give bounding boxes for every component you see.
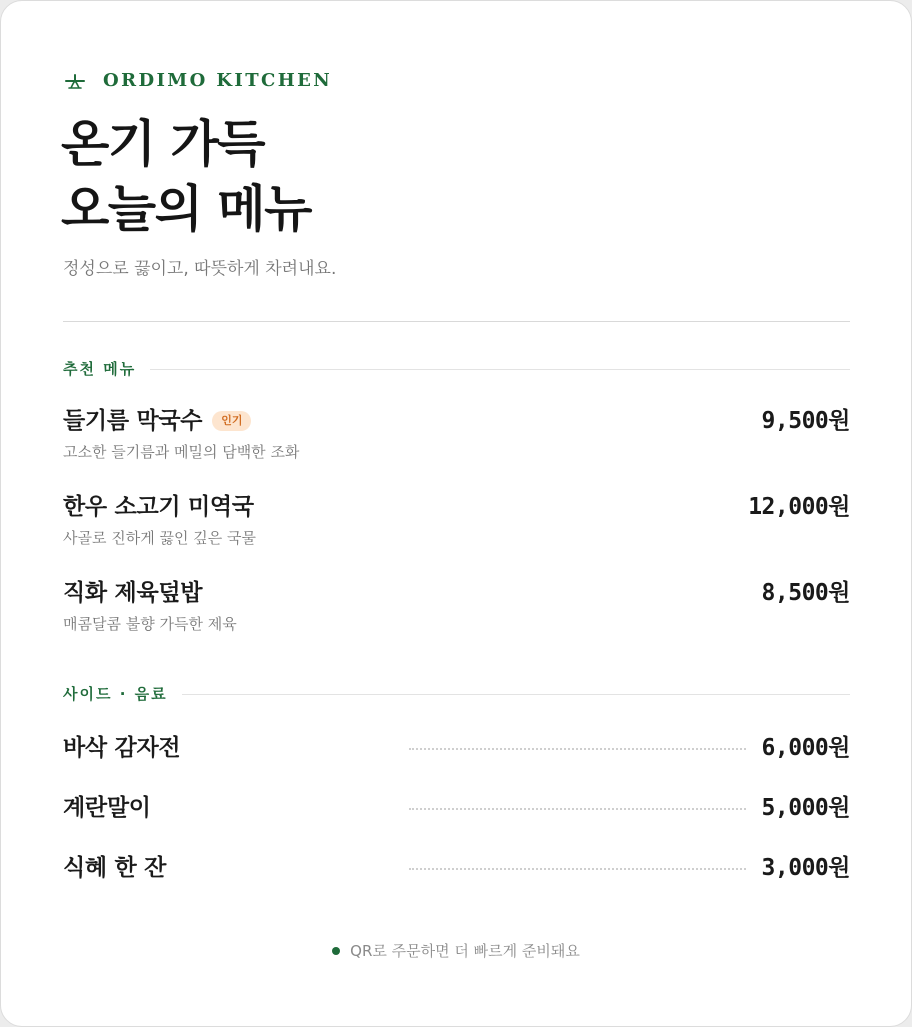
footer-note (1, 941, 911, 961)
menu-item-description: 고소한 들기름과 메밀의 담백한 조화 (63, 443, 300, 461)
menu-item-price: 12,000원 (748, 494, 850, 520)
popular-badge: 인기 (212, 411, 251, 431)
side-item-price: 5,000원 (761, 795, 850, 821)
brand (63, 69, 332, 93)
tagline: 정성으로 끓이고, 따뜻하게 차려내요. (63, 259, 337, 279)
menu-item-name: 한우 소고기 미역국 (63, 494, 254, 520)
menu-item-price: 9,500원 (761, 408, 850, 434)
page-title-line-2: 오늘의 메뉴 (61, 180, 311, 238)
menu-item-price: 8,500원 (761, 580, 850, 606)
menu-item-name: 직화 제육덮밥 (63, 580, 203, 606)
section-title-recommended: 추천 메뉴 (63, 360, 137, 378)
menu-item-info (63, 492, 256, 548)
footer-text: QR로 주문하면 더 빠르게 준비돼요 (350, 942, 580, 960)
dotted-leader (409, 748, 746, 750)
bowl-icon (63, 69, 87, 93)
side-item-name: 계란말이 (63, 795, 151, 821)
menu-item[interactable] (63, 492, 850, 548)
side-item-price: 6,000원 (761, 735, 850, 761)
brand-name: ORDIMO KITCHEN (103, 70, 333, 91)
menu-item-description: 사골로 진하게 끓인 깊은 국물 (63, 529, 256, 547)
menu-item-info (63, 578, 237, 634)
dotted-leader (409, 808, 746, 810)
menu-item[interactable] (63, 406, 850, 462)
side-item[interactable] (63, 733, 850, 763)
side-item-name: 바삭 감자전 (63, 735, 181, 761)
page-title-line-1: 온기 가득 (61, 115, 265, 173)
side-item[interactable] (63, 793, 850, 823)
menu-item-info (63, 406, 299, 462)
header-divider (63, 321, 850, 322)
side-item-price: 3,000원 (761, 855, 850, 881)
menu-item[interactable] (63, 578, 850, 634)
menu-item-description: 매콤달콤 불향 가득한 제육 (63, 615, 237, 633)
section-recommended (63, 359, 850, 379)
side-item-name: 식혜 한 잔 (63, 855, 167, 881)
status-dot-icon (332, 947, 340, 955)
dotted-leader (409, 868, 746, 870)
page-title (61, 112, 311, 242)
side-item[interactable] (63, 853, 850, 883)
section-sides (63, 684, 850, 704)
menu-item-name: 들기름 막국수 (63, 408, 203, 434)
section-divider (182, 694, 850, 695)
section-title-sides: 사이드 · 음료 (63, 685, 168, 703)
section-divider (150, 369, 850, 370)
